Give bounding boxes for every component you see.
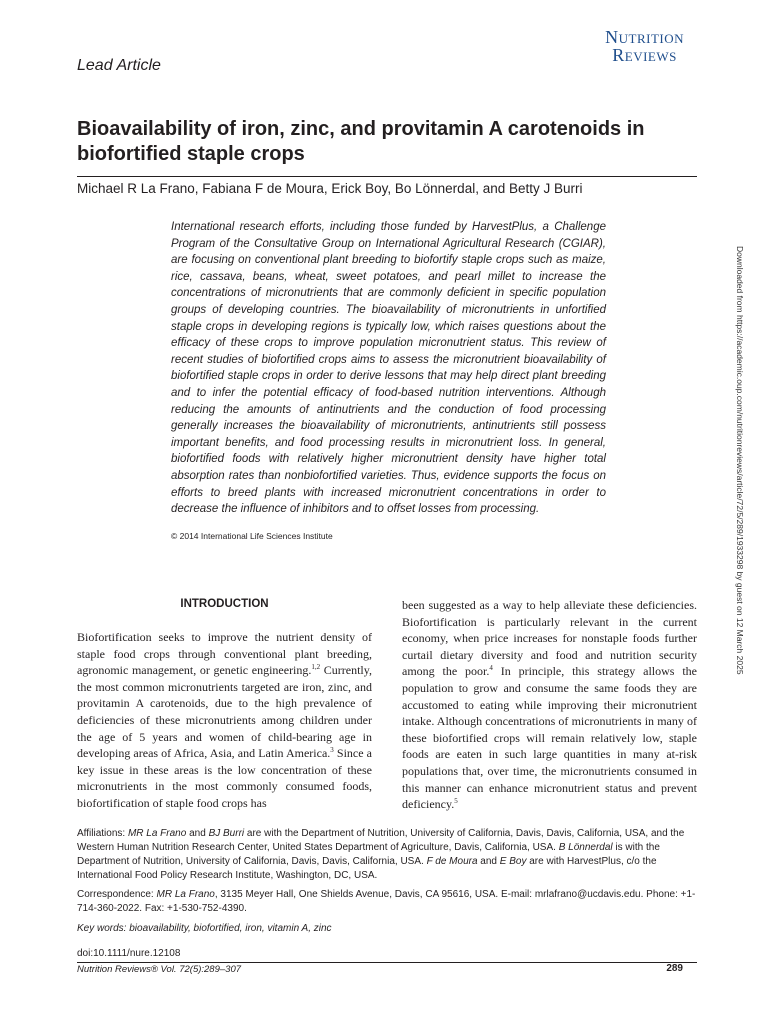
affiliations: Affiliations: MR La Frano and BJ Burri are with the Department of Nutrition, University of California, Davis, Davis, California, USA, and the Western Human Nutrition Research Center, United States Department of Agriculture, Davis, California, USA. B Lönnerdal is with the Department of Nutrition, University of California, Davis, Davis, California, USA. F de Moura and E Boy are with HarvestPlus, c/o the International Food Policy Research Institute, Washington, DC, USA. bbox=[77, 828, 685, 881]
body-column-left: Biofortification seeks to improve the nutrient density of staple food crops through conventional plant breeding, agronomic management, or genetic engineering.$^{1,2}$ Currently, the most common micronutrients targeted are iron, zinc, and provitamin A carotenoids, due to the high prevalence of deficiencies of these micronutrients among children under the age of 5 years and women of child-bearing age in developing areas of Africa, Asia, and Latin America.$^3$ Since a key issue in these areas is the low concentration of these micronutrients in the most commonly consumed foods, biofortification of staple food crops has bbox=[77, 630, 372, 810]
body-column-right: been suggested as a way to help alleviate these deficiencies. Biofortification is particularly relevant in the current economy, when price increases for nonstaple foods further curtail dietary diversity and food and nutrition security among the poor.$^4$ In principle, this strategy allows the population to grow and consume the same foods they are accustomed to eating while improving their micronutrient intake. Although concentrations of micronutrients in many of these biofortified crops will remain relatively low, staple foods are eaten in such large quantities in many at-risk populations that, over time, the micronutrients consumed in this manner can enhance micronutrient status and prevent deficiency.$^5$ bbox=[402, 598, 697, 812]
section-heading: INTRODUCTION bbox=[180, 598, 269, 610]
journal-citation: Nutrition Reviews® Vol. 72(5):289–307 bbox=[77, 964, 242, 975]
citation-reference[interactable]: 3 bbox=[330, 746, 334, 755]
article-type: Lead Article bbox=[77, 57, 161, 74]
title-divider bbox=[77, 176, 697, 177]
footer-divider bbox=[77, 962, 697, 963]
author-list: Michael R La Frano, Fabiana F de Moura, Erick Boy, Bo Lönnerdal, and Betty J Burri bbox=[77, 181, 583, 196]
author-name: F de Moura bbox=[426, 856, 478, 867]
journal-logo-line2: Reviews bbox=[612, 45, 677, 65]
copyright-notice: © 2014 International Life Sciences Institute bbox=[171, 531, 333, 541]
citation-reference[interactable]: 1,2 bbox=[311, 663, 321, 672]
article-title: Bioavailability of iron, zinc, and provitamin A carotenoids in biofortified staple crops bbox=[77, 118, 645, 165]
author-name: MR La Frano bbox=[156, 889, 215, 900]
journal-logo-line1: Nutrition bbox=[605, 27, 684, 47]
citation-reference[interactable]: 4 bbox=[489, 664, 493, 673]
author-name: E Boy bbox=[499, 856, 527, 867]
keywords: Key words: bioavailability, biofortified, iron, vitamin A, zinc bbox=[77, 923, 332, 934]
journal-logo bbox=[605, 28, 684, 64]
author-name: MR La Frano bbox=[127, 828, 187, 839]
correspondence: Correspondence: MR La Frano, 3135 Meyer Hall, One Shields Avenue, Davis, CA 95616, USA. E-mail: mrlafrano@ucdavis.edu. Phone: +1-714-360-2022. Fax: +1-530-752-4390. bbox=[77, 889, 696, 914]
page-number: 289 bbox=[666, 963, 683, 974]
doi-link[interactable]: doi:10.1111/nure.12108 bbox=[77, 948, 181, 959]
download-watermark: Downloaded from https://academic.oup.com/nutritionreviews/article/72/5/289/1933298 by guest on 12 March 2025 bbox=[735, 246, 745, 675]
author-name: BJ Burri bbox=[208, 828, 245, 839]
citation-reference[interactable]: 5 bbox=[454, 797, 458, 806]
abstract: International research efforts, including those funded by HarvestPlus, a Challenge Program of the Consultative Group on International Agricultural Research (CGIAR), are focusing on conventional plant breeding to biofortify staple crops such as maize, rice, cassava, beans, wheat, sweet potatoes, and pearl millet to increase the concentrations of micronutrients that are commonly deficient in specific population groups of developing countries. The bioavailability of micronutrients in unfortified staple crops in developing regions is typically low, which raises questions about the efficacy of these crops to improve population micronutrient status. This review of recent studies of biofortified crops aims to assess the micronutrient bioavailability of biofortified staple crops in order to derive lessons that may help direct plant breeding and to infer the potential efficacy of food-based nutrition interventions. Although reducing the amounts of antinutrients and the conduction of food processing generally increases the bioavailability of micronutrients, antinutrients still possess important benefits, and food processing results in micronutrient loss. In general, biofortified foods with relatively higher micronutrient density have higher total absorption rates than nonbiofortified varieties. Thus, evidence supports the focus on efforts to breed plants with increased micronutrient concentrations in order to decrease the influence of inhibitors and to offset losses from processing. bbox=[171, 221, 606, 516]
author-name: B Lönnerdal bbox=[558, 842, 613, 853]
